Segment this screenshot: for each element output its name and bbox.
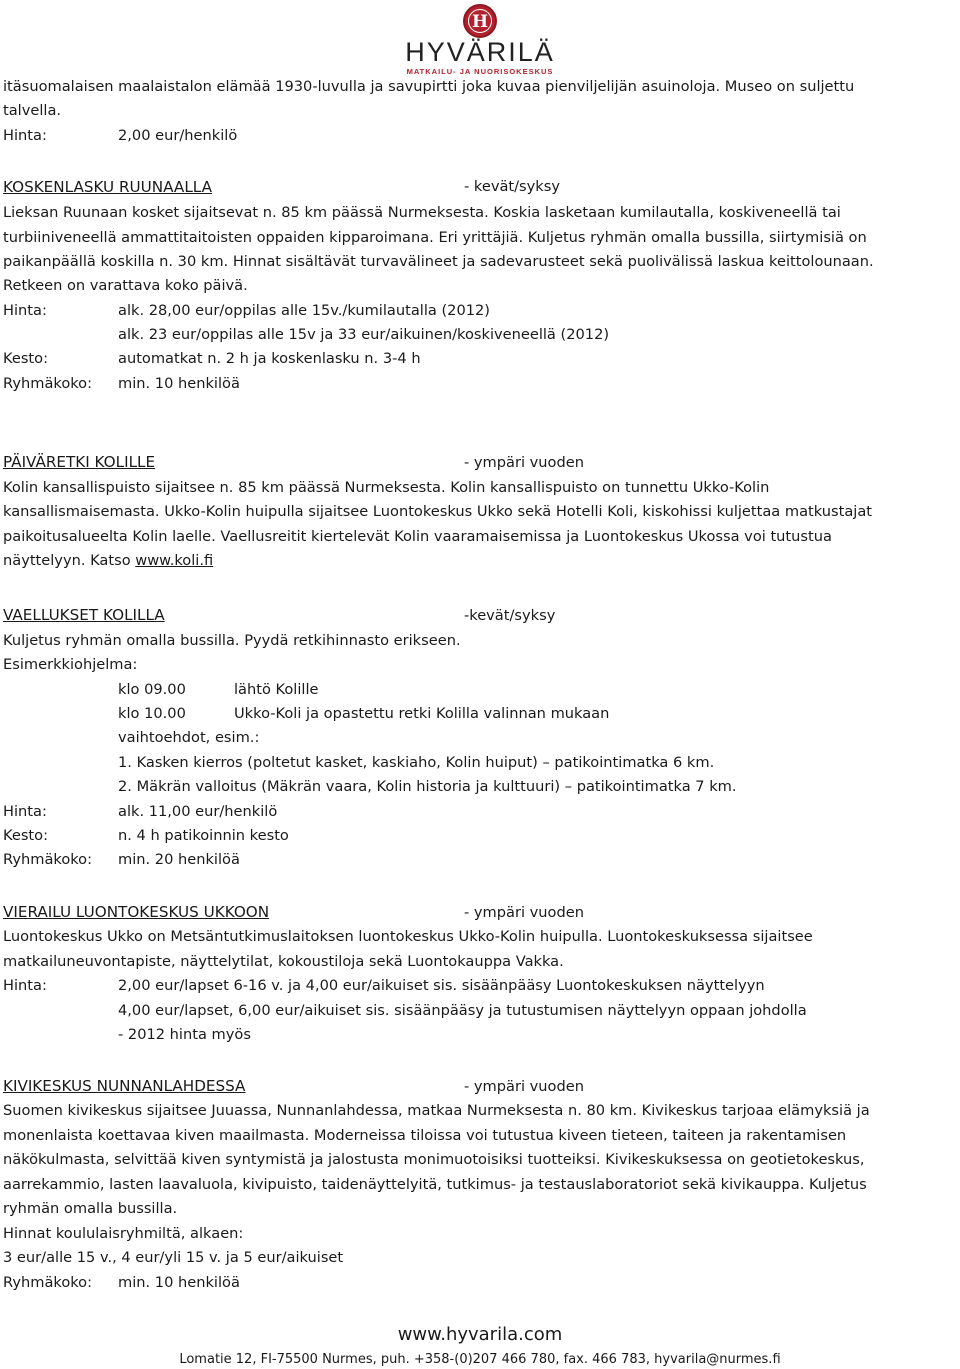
koli-link[interactable]: www.koli.fi xyxy=(135,552,214,569)
body-line: turbiiniveneellä ammattitaitoisten oppaiden kipparoimana. Eri yrittäjiä. Kuljetus ryhmän omalla bussilla, siirtymisiä on xyxy=(3,229,867,246)
section-title-vaellukset: VAELLUKSET KOLILLA xyxy=(3,606,165,624)
group-size-label: Ryhmäkoko: xyxy=(3,1274,93,1291)
schedule-time: klo 10.00 xyxy=(118,705,186,722)
body-line: Lieksan Ruunaan kosket sijaitsevat n. 85 km päässä Nurmeksesta. Koskia lasketaan kumilautalla, koskiveneellä tai xyxy=(3,204,841,221)
price-value: - 2012 hinta myös xyxy=(118,1026,251,1043)
intro-line: talvella. xyxy=(3,102,62,119)
group-size-value: min. 20 henkilöä xyxy=(118,851,240,868)
body-line: 3 eur/alle 15 v., 4 eur/yli 15 v. ja 5 eur/aikuiset xyxy=(3,1249,344,1266)
schedule-activity: lähtö Kolille xyxy=(234,681,319,698)
price-label: Hinta: xyxy=(3,977,47,994)
section-title-koskenlasku: KOSKENLASKU RUUNAALLA xyxy=(3,178,212,196)
body-line xyxy=(3,551,213,571)
section-season: - ympäri vuoden xyxy=(464,1078,584,1095)
footer-website: www.hyvarila.com xyxy=(397,1324,563,1345)
body-line: kansallismaisemasta. Ukko-Kolin huipulla sijaitsee Luontokeskus Ukko sekä Hotelli Koli, kiskohissi kuljettaa matkustajat xyxy=(3,503,873,520)
hyvarila-logo xyxy=(0,2,960,76)
price-value: alk. 11,00 eur/henkilö xyxy=(118,803,278,820)
body-line: ryhmän omalla bussilla. xyxy=(3,1200,178,1217)
body-line: Retkeen on varattava koko päivä. xyxy=(3,277,248,294)
schedule-activity: Ukko-Koli ja opastettu retki Kolilla valinnan mukaan xyxy=(234,705,610,722)
duration-value: automatkat n. 2 h ja koskenlasku n. 3-4 h xyxy=(118,350,421,367)
body-line: monenlaista koettavaa kiven maailmasta. Moderneissa tiloissa voi tutustua kiveen tieteen, taiteen ja rakentamisen xyxy=(3,1127,847,1144)
section-title-ukko: VIERAILU LUONTOKESKUS UKKOON xyxy=(3,903,270,921)
body-line: matkailuneuvontapiste, näyttelytilat, kokoustiloja sekä Luontokauppa Vakka. xyxy=(3,953,564,970)
body-line: Suomen kivikeskus sijaitsee Juuassa, Nunnanlahdessa, matkaa Nurmeksesta n. 80 km. Kivikeskus tarjoaa elämyksiä ja xyxy=(3,1102,870,1119)
logo-mark: H xyxy=(468,9,492,33)
duration-label: Kesto: xyxy=(3,827,48,844)
schedule-time: klo 09.00 xyxy=(118,681,186,698)
section-season: -kevät/syksy xyxy=(464,607,556,624)
section-season: - ympäri vuoden xyxy=(464,904,584,921)
body-line: paikanpäällä koskilla n. 30 km. Hinnat sisältävät turvavälineet ja sadevarusteet sekä puolivälissä laskua keittolounaan. xyxy=(3,253,874,270)
duration-value: n. 4 h patikoinnin kesto xyxy=(118,827,289,844)
options-label: vaihtoehdot, esim.: xyxy=(118,729,260,746)
body-line: paikoitusalueelta Kolin laelle. Vaellusreitit kiertelevät Kolin vaaramaisemissa ja Luontokeskus Ukossa voi tutustua xyxy=(3,528,832,545)
option-item: 1. Kasken kierros (poltetut kasket, kaskiaho, Kolin huiput) – patikointimatka 6 km. xyxy=(118,754,715,771)
body-line: Kuljetus ryhmän omalla bussilla. Pyydä retkihinnasto erikseen. xyxy=(3,632,461,649)
logo-brand: HYVÄRILÄ xyxy=(405,37,555,67)
price-label: Hinta: xyxy=(3,127,47,144)
section-title-paivaretki: PÄIVÄRETKI KOLILLE xyxy=(3,453,156,471)
body-line: Kolin kansallispuisto sijaitsee n. 85 km päässä Nurmeksesta. Kolin kansallispuisto on tunnettu Ukko-Kolin xyxy=(3,479,770,496)
group-size-label: Ryhmäkoko: xyxy=(3,375,93,392)
program-label: Esimerkkiohjelma: xyxy=(3,656,138,673)
price-value: alk. 23 eur/oppilas alle 15v ja 33 eur/aikuinen/koskiveneellä (2012) xyxy=(118,326,610,343)
logo-emblem-icon xyxy=(463,4,497,38)
option-item: 2. Mäkrän valloitus (Mäkrän vaara, Kolin historia ja kulttuuri) – patikointimatka 7 km. xyxy=(118,778,737,795)
section-season: - kevät/syksy xyxy=(464,178,560,195)
body-line: Luontokeskus Ukko on Metsäntutkimuslaitoksen luontokeskus Ukko-Kolin huipulla. Luontokeskuksessa sijaitsee xyxy=(3,928,813,945)
duration-label: Kesto: xyxy=(3,350,48,367)
price-value: 2,00 eur/lapset 6-16 v. ja 4,00 eur/aikuiset sis. sisäänpääsy Luontokeskuksen näyttelyyn xyxy=(118,977,765,994)
price-label: Hinta: xyxy=(3,302,47,319)
footer-address: Lomatie 12, FI-75500 Nurmes, puh. +358-(0)207 466 780, fax. 466 783, hyvarila@nurmes.fi xyxy=(179,1352,781,1367)
price-value: alk. 28,00 eur/oppilas alle 15v./kumilautalla (2012) xyxy=(118,302,490,319)
section-title-kivikeskus: KIVIKESKUS NUNNANLAHDESSA xyxy=(3,1077,246,1095)
logo-tagline: MATKAILU- JA NUORISOKESKUS xyxy=(406,67,554,76)
group-size-value: min. 10 henkilöä xyxy=(118,1274,240,1291)
body-line: aarrekammio, lasten laavaluola, kivipuisto, taidenäyttelyitä, tutkimus- ja testauslaboratoriot sekä kivikauppa. Kuljetus xyxy=(3,1176,867,1193)
intro-line: itäsuomalaisen maalaistalon elämää 1930-luvulla ja savupirtti joka kuvaa pienviljelijän asuinoloja. Museo on suljettu xyxy=(3,78,855,95)
body-line: Hinnat koululaisryhmiltä, alkaen: xyxy=(3,1225,244,1242)
group-size-value: min. 10 henkilöä xyxy=(118,375,240,392)
price-value: 2,00 eur/henkilö xyxy=(118,127,238,144)
section-season: - ympäri vuoden xyxy=(464,454,584,471)
price-value: 4,00 eur/lapset, 6,00 eur/aikuiset sis. sisäänpääsy ja tutustumisen näyttelyyn oppaan johdolla xyxy=(118,1002,807,1019)
price-label: Hinta: xyxy=(3,803,47,820)
group-size-label: Ryhmäkoko: xyxy=(3,851,93,868)
body-text: näyttelyyn. Katso xyxy=(3,552,136,569)
body-line: näkökulmasta, selvittää kiven syntymistä ja jalostusta monimuotoisiksi tuotteiksi. Kivikeskuksessa on geotietokeskus, xyxy=(3,1151,865,1168)
